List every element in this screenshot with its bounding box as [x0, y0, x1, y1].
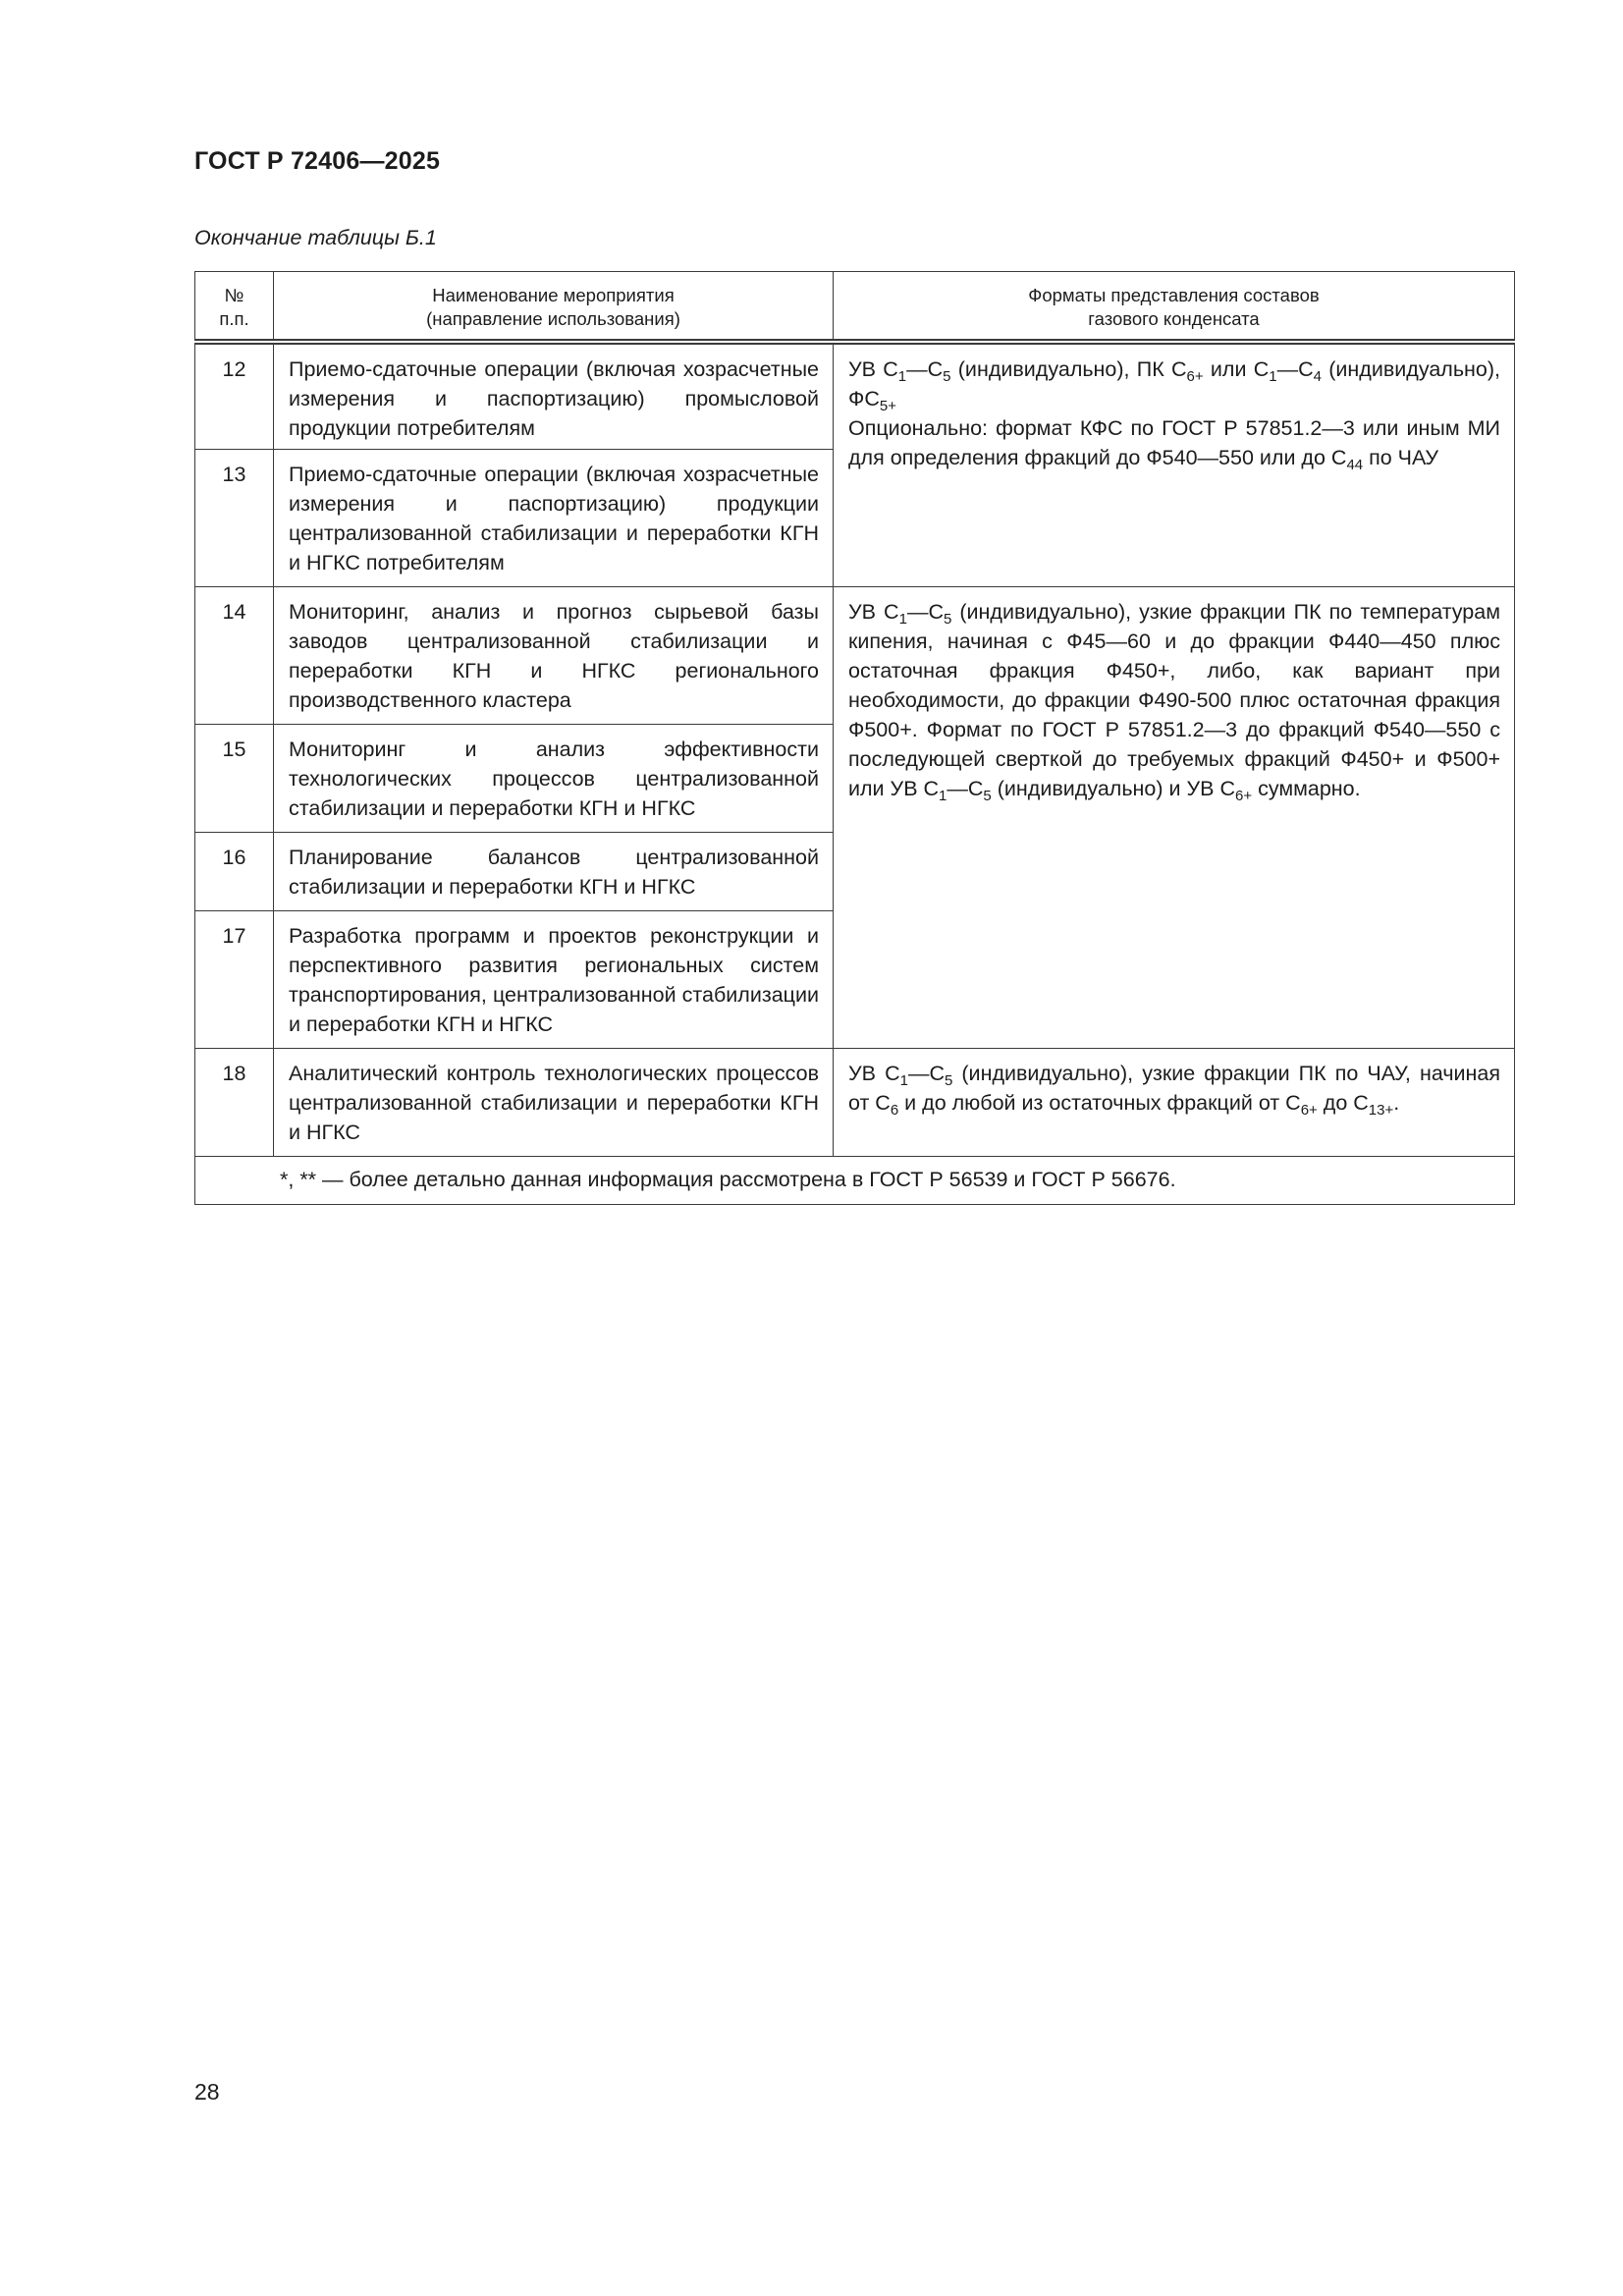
format-cell-12-13: УВ $С_1—С_5$ (индивидуально), ПК $С_{6+}$ или $С_1—С_4$ (индивидуально), $ФС_{5+}$ Опционально: формат КФС по ГОСТ Р 57851.2—3 или иным МИ для определения фракций до Ф540—550 или до $С_{44}$ по ЧАУ: [834, 342, 1515, 587]
table-row: [195, 1049, 1515, 1157]
table-row: [195, 342, 1515, 450]
data-table: [194, 271, 1515, 1205]
row-name: Приемо-сдаточные операции (включая хозрасчетные измерения и паспортизацию) продукции централизованной стабилизации и переработки КГН и НГКС потребителям: [274, 450, 834, 587]
row-name: Аналитический контроль технологических процессов централизованной стабилизации и переработки КГН и НГКС: [274, 1049, 834, 1157]
row-name: Мониторинг и анализ эффективности технологических процессов централизованной стабилизации и переработки КГН и НГКС: [274, 725, 834, 833]
row-number: 17: [195, 911, 274, 1049]
row-number: 18: [195, 1049, 274, 1157]
row-name: Мониторинг, анализ и прогноз сырьевой базы заводов централизованной стабилизации и переработки КГН и НГКС регионального производственного кластера: [274, 587, 834, 725]
row-name: Разработка программ и проектов реконструкции и перспективного развития региональных систем транспортирования, централизованной стабилизации и переработки КГН и НГКС: [274, 911, 834, 1049]
format-cell-14-17: УВ $С_1—С_5$ (индивидуально), узкие фракции ПК по температурам кипения, начиная с Ф45—60 и до фракции Ф440—450 плюс остаточная фракция Ф450+, либо, как вариант при необходимости, до фракции Ф490-500 плюс остаточная фракция Ф500+. Формат по ГОСТ Р 57851.2—3 до фракций Ф540—550 с последующей сверткой до требуемых фракций Ф450+ и Ф500+ или УВ $С_1—С_5$ (индивидуально) и УВ $С_{6+}$ суммарно.: [834, 587, 1515, 1049]
page-number: 28: [194, 2079, 220, 2105]
header-name: Наименование мероприятия (направление использования): [274, 272, 834, 343]
table-caption: Окончание таблицы Б.1: [194, 226, 437, 249]
row-number: 12: [195, 342, 274, 450]
header-num: № п.п.: [195, 272, 274, 343]
row-number: 14: [195, 587, 274, 725]
row-number: 15: [195, 725, 274, 833]
header-format: Форматы представления составов газового конденсата: [834, 272, 1515, 343]
row-number: 13: [195, 450, 274, 587]
row-name: Планирование балансов централизованной стабилизации и переработки КГН и НГКС: [274, 833, 834, 911]
document-title: ГОСТ Р 72406—2025: [194, 147, 441, 175]
row-name: Приемо-сдаточные операции (включая хозрасчетные измерения и паспортизацию) промысловой продукции потребителям: [274, 342, 834, 450]
table-row: [195, 587, 1515, 725]
table-footnote: *, ** — более детально данная информация рассмотрена в ГОСТ Р 56539 и ГОСТ Р 56676.: [195, 1157, 1515, 1205]
table-footnote-row: [195, 1157, 1515, 1205]
format-cell-18: УВ $С_1—С_5$ (индивидуально), узкие фракции ПК по ЧАУ, начиная от $С_6$ и до любой из остаточных фракций от $С_{6+}$ до $С_{13+}$.: [834, 1049, 1515, 1157]
table-header: [195, 272, 1515, 343]
row-number: 16: [195, 833, 274, 911]
